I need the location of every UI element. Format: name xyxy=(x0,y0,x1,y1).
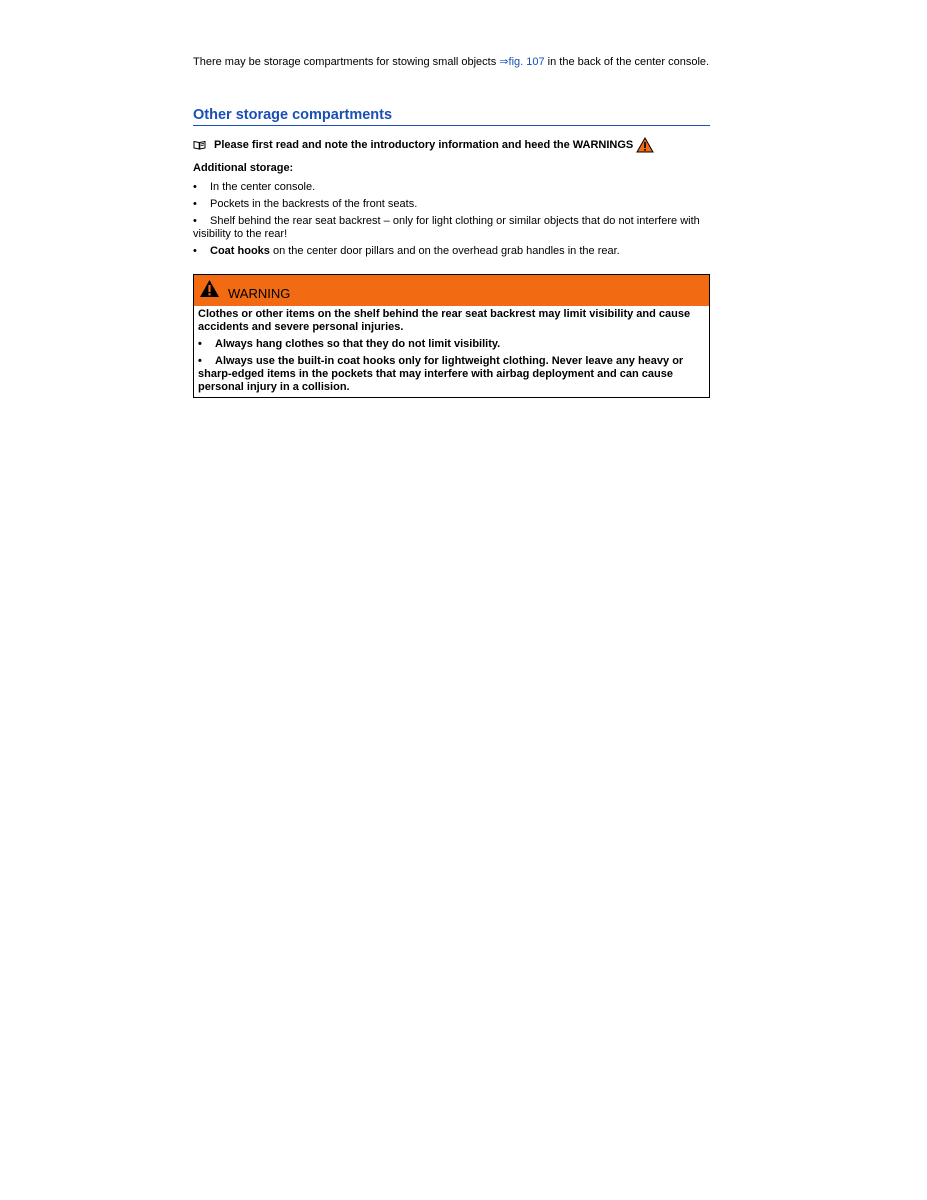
list-item-text: In the center console. xyxy=(210,181,316,193)
warning-header xyxy=(194,275,709,306)
warning-intro: Clothes or other items on the shelf behind the rear seat backrest may limit visibility and cause accidents and severe personal injuries. xyxy=(198,308,691,333)
section-title: Other storage compartments xyxy=(193,106,710,126)
intro-text-after: in the back of the center console. xyxy=(544,56,710,68)
warning-triangle-icon[interactable] xyxy=(636,137,654,153)
warning-bullet-text: Always hang clothes so that they do not limit visibility. xyxy=(215,338,501,350)
list-item: • Coat hooks on the center door pillars and on the overhead grab handles in the rear. xyxy=(193,245,620,257)
list-item-text: Pockets in the backrests of the front seats. xyxy=(210,198,418,210)
warning-bullet: • Always hang clothes so that they do not limit visibility. xyxy=(198,338,501,350)
book-icon xyxy=(193,140,206,150)
list-item: • Shelf behind the rear seat backrest – only for light clothing or similar objects that do not interfere with visibility to the rear! xyxy=(193,215,700,240)
list-item-text: on the center door pillars and on the overhead grab handles in the rear. xyxy=(269,245,620,257)
warning-triangle-icon xyxy=(199,279,220,298)
list-item-text: Shelf behind the rear seat backrest – only for light clothing or similar objects that do not interfere with visibility to the rear! xyxy=(193,215,700,240)
warning-bullet-text: Always use the built-in coat hooks only for lightweight clothing. Never leave any heavy or sharp-edged items in the pockets that may interfere with airbag deployment and can cause personal injury in a collision. xyxy=(198,355,684,393)
warning-box xyxy=(193,274,710,398)
warning-body xyxy=(194,306,709,397)
list-item: • Pockets in the backrests of the front seats. xyxy=(193,198,418,210)
read-note-text: Please first read and note the introductory information and heed the WARNINGS xyxy=(214,139,634,151)
additional-storage-heading: Additional storage: xyxy=(193,162,294,174)
intro-paragraph xyxy=(193,56,710,69)
read-note xyxy=(193,137,710,153)
list-item: • In the center console. xyxy=(193,181,316,193)
warning-label: WARNING xyxy=(228,285,291,301)
storage-list xyxy=(193,181,710,258)
intro-text-before: There may be storage compartments for stowing small objects xyxy=(193,56,500,68)
manual-page xyxy=(193,56,710,398)
figure-link[interactable]: ⇒fig. 107 xyxy=(499,56,545,68)
warning-bullet: • Always use the built-in coat hooks only for lightweight clothing. Never leave any heavy or sharp-edged items in the pockets that may interfere with airbag deployment and can cause personal injury in a collision. xyxy=(198,355,684,393)
list-item-bold: Coat hooks xyxy=(210,245,270,257)
